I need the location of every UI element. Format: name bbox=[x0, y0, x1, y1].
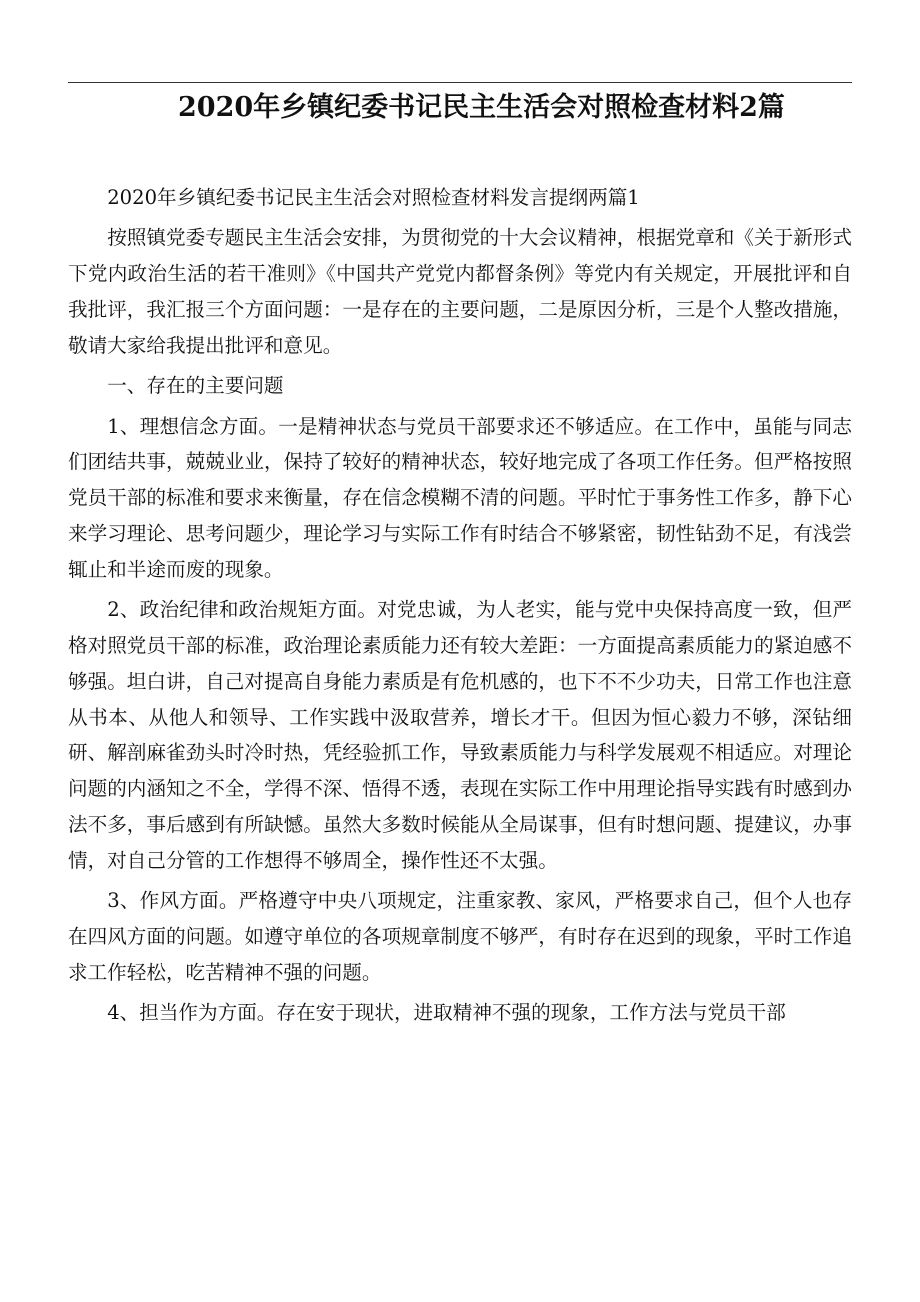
intro-paragraph: 按照镇党委专题民主生活会安排，为贯彻党的十大会议精神，根据党章和《关于新形式下党内政治生活的若干准则》《中国共产党党内都督条例》等党内有关规定，开展批评和自我批评，我汇报三个方面问题：一是存在的主要问题，二是原因分析，三是个人整改措施，敬请大家给我提出批评和意见。 bbox=[68, 226, 852, 357]
section-heading-main-problems: 一、存在的主要问题 bbox=[107, 374, 284, 398]
header-rule bbox=[68, 82, 852, 83]
subtitle-paragraph: 2020年乡镇纪委书记民主生活会对照检查材料发言提纲两篇1 bbox=[107, 186, 640, 209]
paragraph-political-discipline: 2、政治纪律和政治规矩方面。对党忠诚，为人老实，能与党中央保持高度一致，但严格对照党员干部的标准，政治理论素质能力还有较大差距：一方面提高素质能力的紧迫感不够强。坦白讲，自己对提高自身能力素质是有危机感的，也下不不少功夫，日常工作也注意从书本、从他人和领导、工作实践中汲取营养，增长才干。但因为恒心毅力不够，深钻细研、解剖麻雀劲头时冷时热，凭经验抓工作，导致素质能力与科学发展观不相适应。对理论问题的内涵知之不全，学得不深、悟得不透，表现在实际工作中用理论指导实践有时感到办法不多，事后感到有所缺憾。虽然大多数时候能从全局谋事，但有时想问题、提建议，办事情，对自己分管的工作想得不够周全，操作性还不太强。 bbox=[68, 598, 852, 872]
document-body bbox=[68, 180, 852, 1031]
document-title: 2020年乡镇纪委书记民主生活会对照检查材料2篇 bbox=[178, 92, 785, 123]
paragraph-responsibility: 4、担当作为方面。存在安于现状，进取精神不强的现象，工作方法与党员干部 bbox=[107, 1001, 786, 1025]
paragraph-ideals-beliefs: 1、理想信念方面。一是精神状态与党员干部要求还不够适应。在工作中，虽能与同志们团结共事，兢兢业业，保持了较好的精神状态，较好地完成了各项工作任务。但严格按照党员干部的标准和要求来衡量，存在信念模糊不清的问题。平时忙于事务性工作多，静下心来学习理论、思考问题少，理论学习与实际工作有时结合不够紧密，韧性钻劲不足，有浅尝辄止和半途而废的现象。 bbox=[68, 414, 852, 581]
paragraph-work-style: 3、作风方面。严格遵守中央八项规定，注重家教、家风，严格要求自己，但个人也存在四风方面的问题。如遵守单位的各项规章制度不够严，有时存在迟到的现象，平时工作追求工作轻松，吃苦精神不强的问题。 bbox=[68, 889, 852, 984]
